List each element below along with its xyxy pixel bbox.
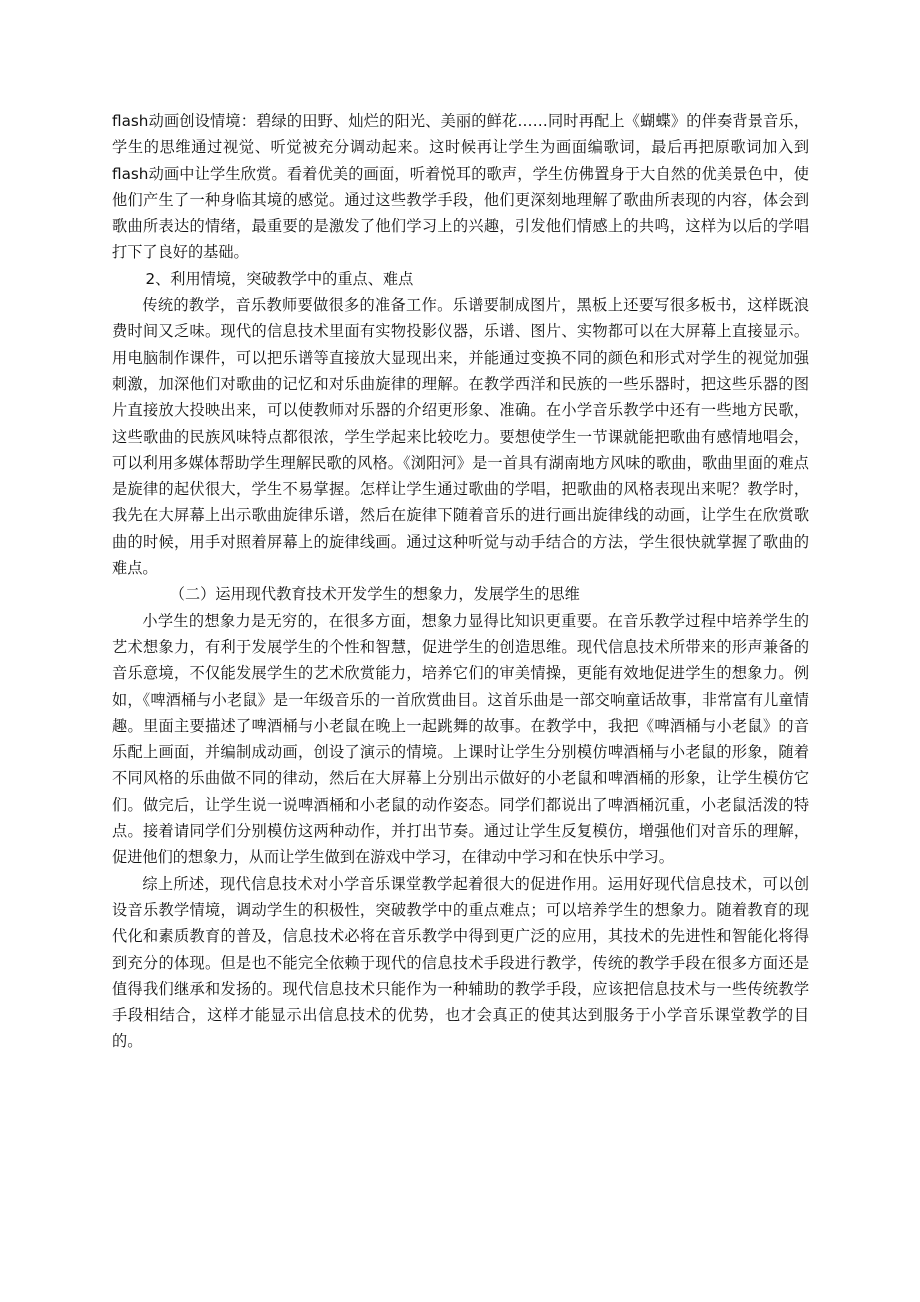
section-heading-part-2: （二）运用现代教育技术开发学生的想象力，发展学生的思维	[169, 585, 580, 604]
paragraph-traditional-teaching: 传统的教学，音乐教师要做很多的准备工作。乐谱要制成图片，黑板上还要写很多板书，这样既浪费时间又乏味。现代的信息技术里面有实物投影仪器，乐谱、图片、实物都可以在大屏幕上直接显示。用电脑制作课件，可以把乐谱等直接放大显现出来，并能通过变换不同的颜色和形式对学生的视觉加强刺激，加深他们对歌曲的记忆和对乐曲旋律的理解。在教学西洋和民族的一些乐器时，把这些乐器的图片直接放大投映出来，可以使教师对乐器的介绍更形象、准确。在小学音乐教学中还有一些地方民歌，这些歌曲的民族风味特点都很浓，学生学起来比较吃力。要想使学生一节课就能把歌曲有感情地唱会，可以利用多媒体帮助学生理解民歌的风格。《浏阳河》是一首具有湖南地方风味的歌曲，歌曲里面的难点是旋律的起伏很大，学生不易掌握。怎样让学生通过歌曲的学唱，把歌曲的风格表现出来呢？教学时，我先在大屏幕上出示歌曲旋律乐谱，然后在旋律下随着音乐的进行画出旋律线的动画，让学生在欣赏歌曲的时候，用手对照着屏幕上的旋律线画。通过这种听觉与动手结合的方法，学生很快就掌握了歌曲的难点。	[112, 296, 809, 578]
document-page	[112, 108, 809, 1055]
paragraph-imagination: 小学生的想象力是无穷的，在很多方面，想象力显得比知识更重要。在音乐教学过程中培养学生的艺术想象力，有利于发展学生的个性和智慧，促进学生的创造思维。现代信息技术所带来的形声兼备的音乐意境，不仅能发展学生的艺术欣赏能力，培养它们的审美情操，更能有效地促进学生的想象力。例如，《啤酒桶与小老鼠》是一年级音乐的一首欣赏曲目。这首乐曲是一部交响童话故事，非常富有儿童情趣。里面主要描述了啤酒桶与小老鼠在晚上一起跳舞的故事。在教学中，我把《啤酒桶与小老鼠》的音乐配上画面，并编制成动画，创设了演示的情境。上课时让学生分别模仿啤酒桶与小老鼠的形象，随着不同风格的乐曲做不同的律动，然后在大屏幕上分别出示做好的小老鼠和啤酒桶的形象，让学生模仿它们。做完后，让学生说一说啤酒桶和小老鼠的动作姿态。同学们都说出了啤酒桶沉重，小老鼠活泼的特点。接着请同学们分别模仿这两种动作，并打出节奏。通过让学生反复模仿，增强他们对音乐的理解，促进他们的想象力，从而让学生做到在游戏中学习，在律动中学习和在快乐中学习。	[112, 611, 809, 867]
section-heading-2: 2、利用情境，突破教学中的重点、难点	[145, 269, 414, 288]
paragraph-intro-continued: flash动画创设情境：碧绿的田野、灿烂的阳光、美丽的鲜花……同时再配上《蝴蝶》的伴奏背景音乐，学生的思维通过视觉、听觉被充分调动起来。这时候再让学生为画面编歌词，最后再把原歌词加入到flash动画中让学生欣赏。看着优美的画面，听着悦耳的歌声，学生仿佛置身于大自然的优美景色中，使他们产生了一种身临其境的感觉。通过这些教学手段，他们更深刻地理解了歌曲所表现的内容，体会到歌曲所表达的情绪，最重要的是激发了他们学习上的兴趣，引发他们情感上的共鸣，这样为以后的学唱打下了良好的基础。	[112, 112, 809, 262]
paragraph-conclusion: 综上所述，现代信息技术对小学音乐课堂教学起着很大的促进作用。运用好现代信息技术，可以创设音乐教学情境，调动学生的积极性，突破教学中的重点难点；可以培养学生的想象力。随着教育的现代化和素质教育的普及，信息技术必将在音乐教学中得到更广泛的应用，其技术的先进性和智能化将得到充分的体现。但是也不能完全依赖于现代的信息技术手段进行教学，传统的教学手段在很多方面还是值得我们继承和发扬的。现代信息技术只能作为一种辅助的教学手段，应该把信息技术与一些传统教学手段相结合，这样才能显示出信息技术的优势，也才会真正的使其达到服务于小学音乐课堂教学的目的。	[112, 874, 809, 1051]
